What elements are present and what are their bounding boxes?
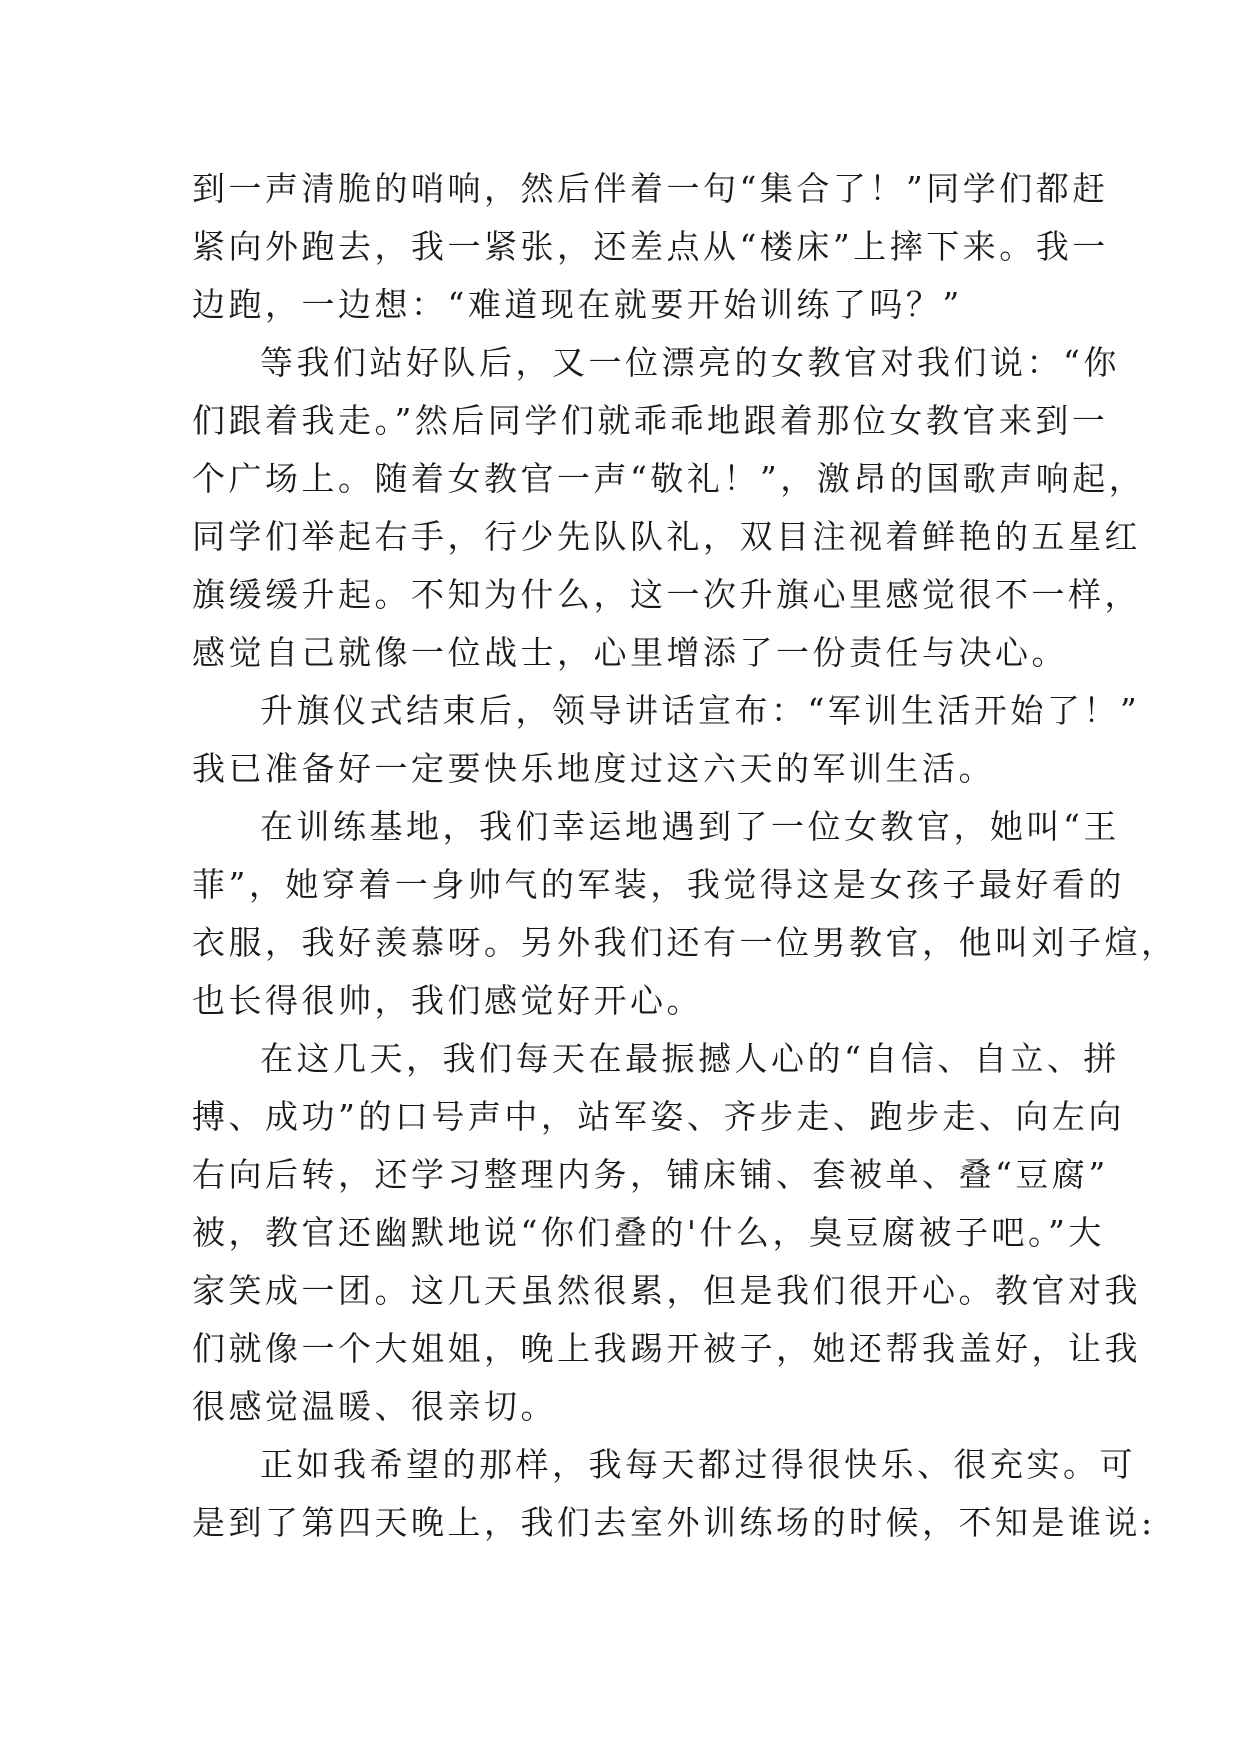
document-body [192, 160, 1178, 1552]
paragraph-first-line: 在训练基地，我们幸运地遇到了一位女教官，她叫“王 [260, 807, 1120, 846]
text-line: 右向后转，还学习整理内务，铺床铺、套被单、叠“豆腐” [192, 1155, 1109, 1194]
text-line: 边跑，一边想：“难道现在就要开始训练了吗？” [192, 285, 963, 324]
paragraph-first-line: 在这几天，我们每天在最振撼人心的“自信、自立、拼 [260, 1039, 1120, 1078]
text-line: 个广场上。随着女教官一声“敬礼！”，激昂的国歌声响起， [192, 459, 1146, 498]
text-line: 们就像一个大姐姐，晚上我踢开被子，她还帮我盖好，让我 [192, 1329, 1141, 1368]
text-line: 是到了第四天晚上，我们去室外训练场的时候，不知是谁说: [192, 1503, 1156, 1542]
text-line: 衣服，我好羡慕呀。另外我们还有一位男教官，他叫刘子煊， [192, 923, 1178, 962]
text-line: 被，教官还幽默地说“你们叠的'什么，臭豆腐被子吧。”大 [192, 1213, 1105, 1252]
text-line: 也长得很帅，我们感觉好开心。 [192, 981, 703, 1020]
text-line: 同学们举起右手，行少先队队礼，双目注视着鲜艳的五星红 [192, 517, 1141, 556]
text-line: 很感觉温暖、很亲切。 [192, 1387, 557, 1426]
text-line: 我已准备好一定要快乐地度过这六天的军训生活。 [192, 749, 995, 788]
text-line: 感觉自己就像一位战士，心里增添了一份责任与决心。 [192, 633, 1068, 672]
text-line: 家笑成一团。这几天虽然很累，但是我们很开心。教官对我 [192, 1271, 1141, 1310]
text-line: 搏、成功”的口号声中，站军姿、齐步走、跑步走、向左向 [192, 1097, 1125, 1136]
paragraph-first-line: 升旗仪式结束后，领导讲话宣布：“军训生活开始了！” [260, 691, 1141, 730]
text-line: 们跟着我走。”然后同学们就乖乖地跟着那位女教官来到一 [192, 401, 1109, 440]
paragraph-first-line: 正如我希望的那样，我每天都过得很快乐、很充实。可 [260, 1445, 1136, 1484]
text-line: 到一声清脆的哨响，然后伴着一句“集合了！”同学们都赶 [192, 169, 1109, 208]
text-line: 旗缓缓升起。不知为什么，这一次升旗心里感觉很不一样， [192, 575, 1141, 614]
paragraph-first-line: 等我们站好队后，又一位漂亮的女教官对我们说：“你 [260, 343, 1120, 382]
text-line: 紧向外跑去，我一紧张，还差点从“楼床”上摔下来。我一 [192, 227, 1109, 266]
text-line: 菲”，她穿着一身帅气的军装，我觉得这是女孩子最好看的 [192, 865, 1125, 904]
